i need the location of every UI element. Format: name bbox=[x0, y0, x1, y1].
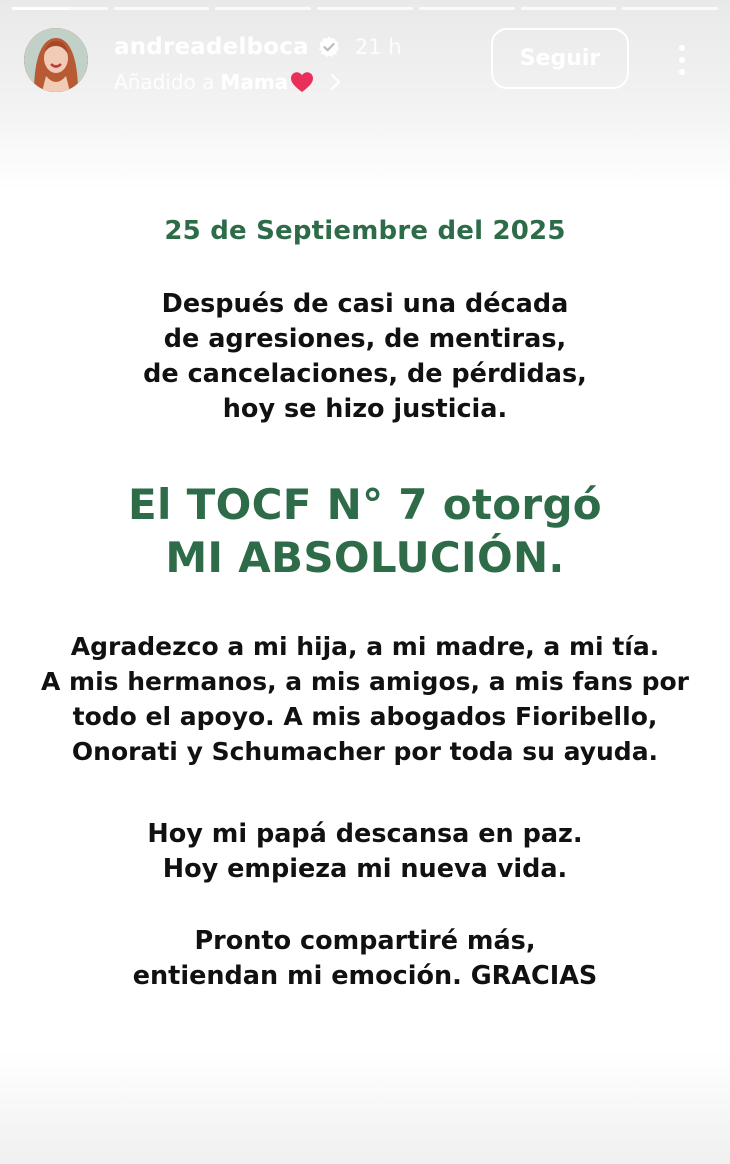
username[interactable]: andreadelboca bbox=[114, 34, 309, 60]
playlist-name: Mama bbox=[220, 70, 289, 94]
headline-line: MI ABSOLUCIÓN. bbox=[165, 533, 565, 582]
post-date: 25 de Septiembre del 2025 bbox=[164, 216, 566, 246]
more-vertical-icon[interactable] bbox=[664, 38, 700, 82]
text-line: de agresiones, de mentiras, bbox=[163, 324, 567, 354]
text-line: Hoy empieza mi nueva vida. bbox=[162, 854, 568, 884]
verified-badge-icon bbox=[317, 35, 341, 59]
chevron-right-icon bbox=[328, 71, 344, 93]
added-to-playlist[interactable] bbox=[114, 68, 344, 96]
story-progress-bar bbox=[12, 7, 718, 10]
post-time: 21 h bbox=[354, 35, 402, 59]
heart-icon bbox=[290, 71, 314, 93]
user-line bbox=[114, 32, 402, 62]
paragraph-thanks bbox=[20, 629, 710, 769]
text-line: Agradezco a mi hija, a mi madre, a mi tía. bbox=[70, 632, 660, 661]
text-line: de cancelaciones, de pérdidas, bbox=[143, 359, 587, 389]
paragraph-intro bbox=[20, 287, 710, 427]
headline bbox=[0, 478, 730, 584]
text-line: Pronto compartiré más, bbox=[194, 926, 536, 956]
progress-segment bbox=[521, 7, 617, 10]
progress-segment bbox=[114, 7, 210, 10]
follow-button[interactable]: Seguir bbox=[491, 28, 629, 89]
progress-segment bbox=[419, 7, 515, 10]
paragraph-closing bbox=[20, 924, 710, 994]
text-line: todo el apoyo. A mis abogados Fioribello, bbox=[72, 702, 658, 731]
headline-line: El TOCF N° 7 otorgó bbox=[128, 480, 602, 529]
text-line: hoy se hizo justicia. bbox=[222, 394, 508, 424]
added-label: Añadido a bbox=[114, 70, 215, 94]
progress-segment bbox=[317, 7, 413, 10]
text-line: Onorati y Schumacher por toda su ayuda. bbox=[71, 737, 659, 766]
avatar[interactable] bbox=[24, 28, 88, 92]
progress-segment bbox=[215, 7, 311, 10]
story-header bbox=[24, 28, 706, 94]
text-line: Después de casi una década bbox=[161, 289, 569, 319]
progress-segment bbox=[12, 7, 108, 10]
text-line: entiendan mi emoción. GRACIAS bbox=[132, 961, 598, 991]
text-line: Hoy mi papá descansa en paz. bbox=[147, 819, 583, 849]
paragraph-father bbox=[20, 817, 710, 887]
progress-segment bbox=[622, 7, 718, 10]
text-line: A mis hermanos, a mis amigos, a mis fans por bbox=[40, 667, 690, 696]
